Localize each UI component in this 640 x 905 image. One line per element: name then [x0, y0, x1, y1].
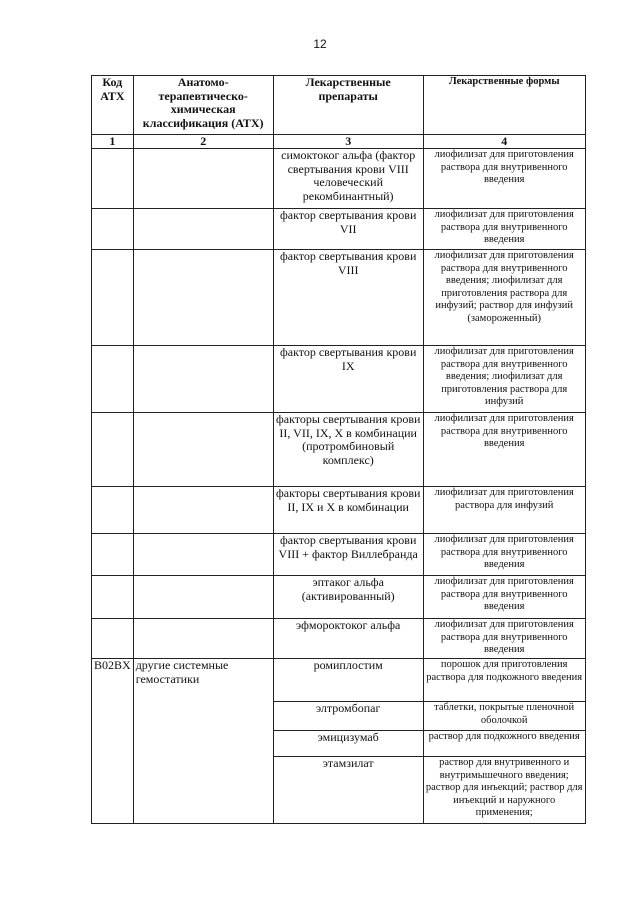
header-drugs: Лекарственные препараты — [273, 76, 423, 135]
drug-forms: порошок для приготовления раствора для подкожного введения — [423, 659, 585, 702]
atc-code: B02BX — [92, 659, 134, 824]
atc-class — [133, 250, 273, 346]
atc-class — [133, 576, 273, 619]
table-row — [92, 487, 586, 534]
column-number: 4 — [423, 135, 585, 149]
table-row — [92, 149, 586, 209]
drug-table — [91, 75, 586, 824]
atc-class — [133, 534, 273, 576]
table-row — [92, 659, 586, 702]
atc-code — [92, 149, 134, 209]
column-number-row — [92, 135, 586, 149]
drug-forms: лиофилизат для приготовления раствора для внутривенного введения — [423, 413, 585, 487]
drug-forms: раствор для подкожного введения — [423, 731, 585, 757]
drug-forms: раствор для внутривенного и внутримышечного введения; раствор для инъекций; раствор для инъекций и наружного применения; — [423, 757, 585, 824]
atc-class — [133, 413, 273, 487]
drug-forms: лиофилизат для приготовления раствора для внутривенного введения; лиофилизат для приготовления раствора для инфузий; раствор для инфузий (замороженный) — [423, 250, 585, 346]
atc-code — [92, 209, 134, 250]
table-row — [92, 250, 586, 346]
drug-forms: лиофилизат для приготовления раствора для инфузий — [423, 487, 585, 534]
atc-class — [133, 149, 273, 209]
drug-name: фактор свертывания крови VIII — [273, 250, 423, 346]
drug-name: фактор свертывания крови VIII + фактор Виллебранда — [273, 534, 423, 576]
column-number: 2 — [133, 135, 273, 149]
table-row — [92, 576, 586, 619]
table-row — [92, 346, 586, 413]
drug-name: фактор свертывания крови IX — [273, 346, 423, 413]
drug-name: эмицизумаб — [273, 731, 423, 757]
atc-code — [92, 413, 134, 487]
drug-name: факторы свертывания крови II, VII, IX, X в комбинации (протромбиновый комплекс) — [273, 413, 423, 487]
drug-name: эфмороктоког альфа — [273, 619, 423, 659]
atc-code — [92, 534, 134, 576]
drug-name: симоктоког альфа (фактор свертывания крови VIII человеческий рекомбинантный) — [273, 149, 423, 209]
table-row — [92, 534, 586, 576]
drug-forms: лиофилизат для приготовления раствора для внутривенного введения — [423, 209, 585, 250]
header-atc-classification: Анатомо-терапевтическо-химическая классификация (АТХ) — [133, 76, 273, 135]
atc-code — [92, 576, 134, 619]
drug-forms: лиофилизат для приготовления раствора для внутривенного введения — [423, 619, 585, 659]
atc-class — [133, 619, 273, 659]
atc-code — [92, 619, 134, 659]
drug-forms: лиофилизат для приготовления раствора для внутривенного введения — [423, 576, 585, 619]
table-row — [92, 413, 586, 487]
drug-name: факторы свертывания крови II, IX и X в комбинации — [273, 487, 423, 534]
atc-class — [133, 487, 273, 534]
atc-class — [133, 209, 273, 250]
drug-forms: лиофилизат для приготовления раствора для внутривенного введения; лиофилизат для приготовления раствора для инфузий — [423, 346, 585, 413]
atc-class — [133, 346, 273, 413]
drug-forms: лиофилизат для приготовления раствора для внутривенного введения — [423, 149, 585, 209]
drug-name: эптаког альфа (активированный) — [273, 576, 423, 619]
header-atc-code: Код АТХ — [92, 76, 134, 135]
atc-code — [92, 250, 134, 346]
atc-code — [92, 487, 134, 534]
drug-name: фактор свертывания крови VII — [273, 209, 423, 250]
table-row — [92, 619, 586, 659]
column-number: 1 — [92, 135, 134, 149]
atc-class: другие системные гемостатики — [133, 659, 273, 824]
drug-name: элтромбопаг — [273, 702, 423, 731]
drug-forms: таблетки, покрытые пленочной оболочкой — [423, 702, 585, 731]
column-number: 3 — [273, 135, 423, 149]
drug-forms: лиофилизат для приготовления раствора для внутривенного введения — [423, 534, 585, 576]
atc-code — [92, 346, 134, 413]
table-row — [92, 209, 586, 250]
header-row — [92, 76, 586, 135]
header-forms: Лекарственные формы — [423, 76, 585, 135]
drug-name: этамзилат — [273, 757, 423, 824]
drug-name: ромиплостим — [273, 659, 423, 702]
page-number: 12 — [313, 37, 327, 51]
